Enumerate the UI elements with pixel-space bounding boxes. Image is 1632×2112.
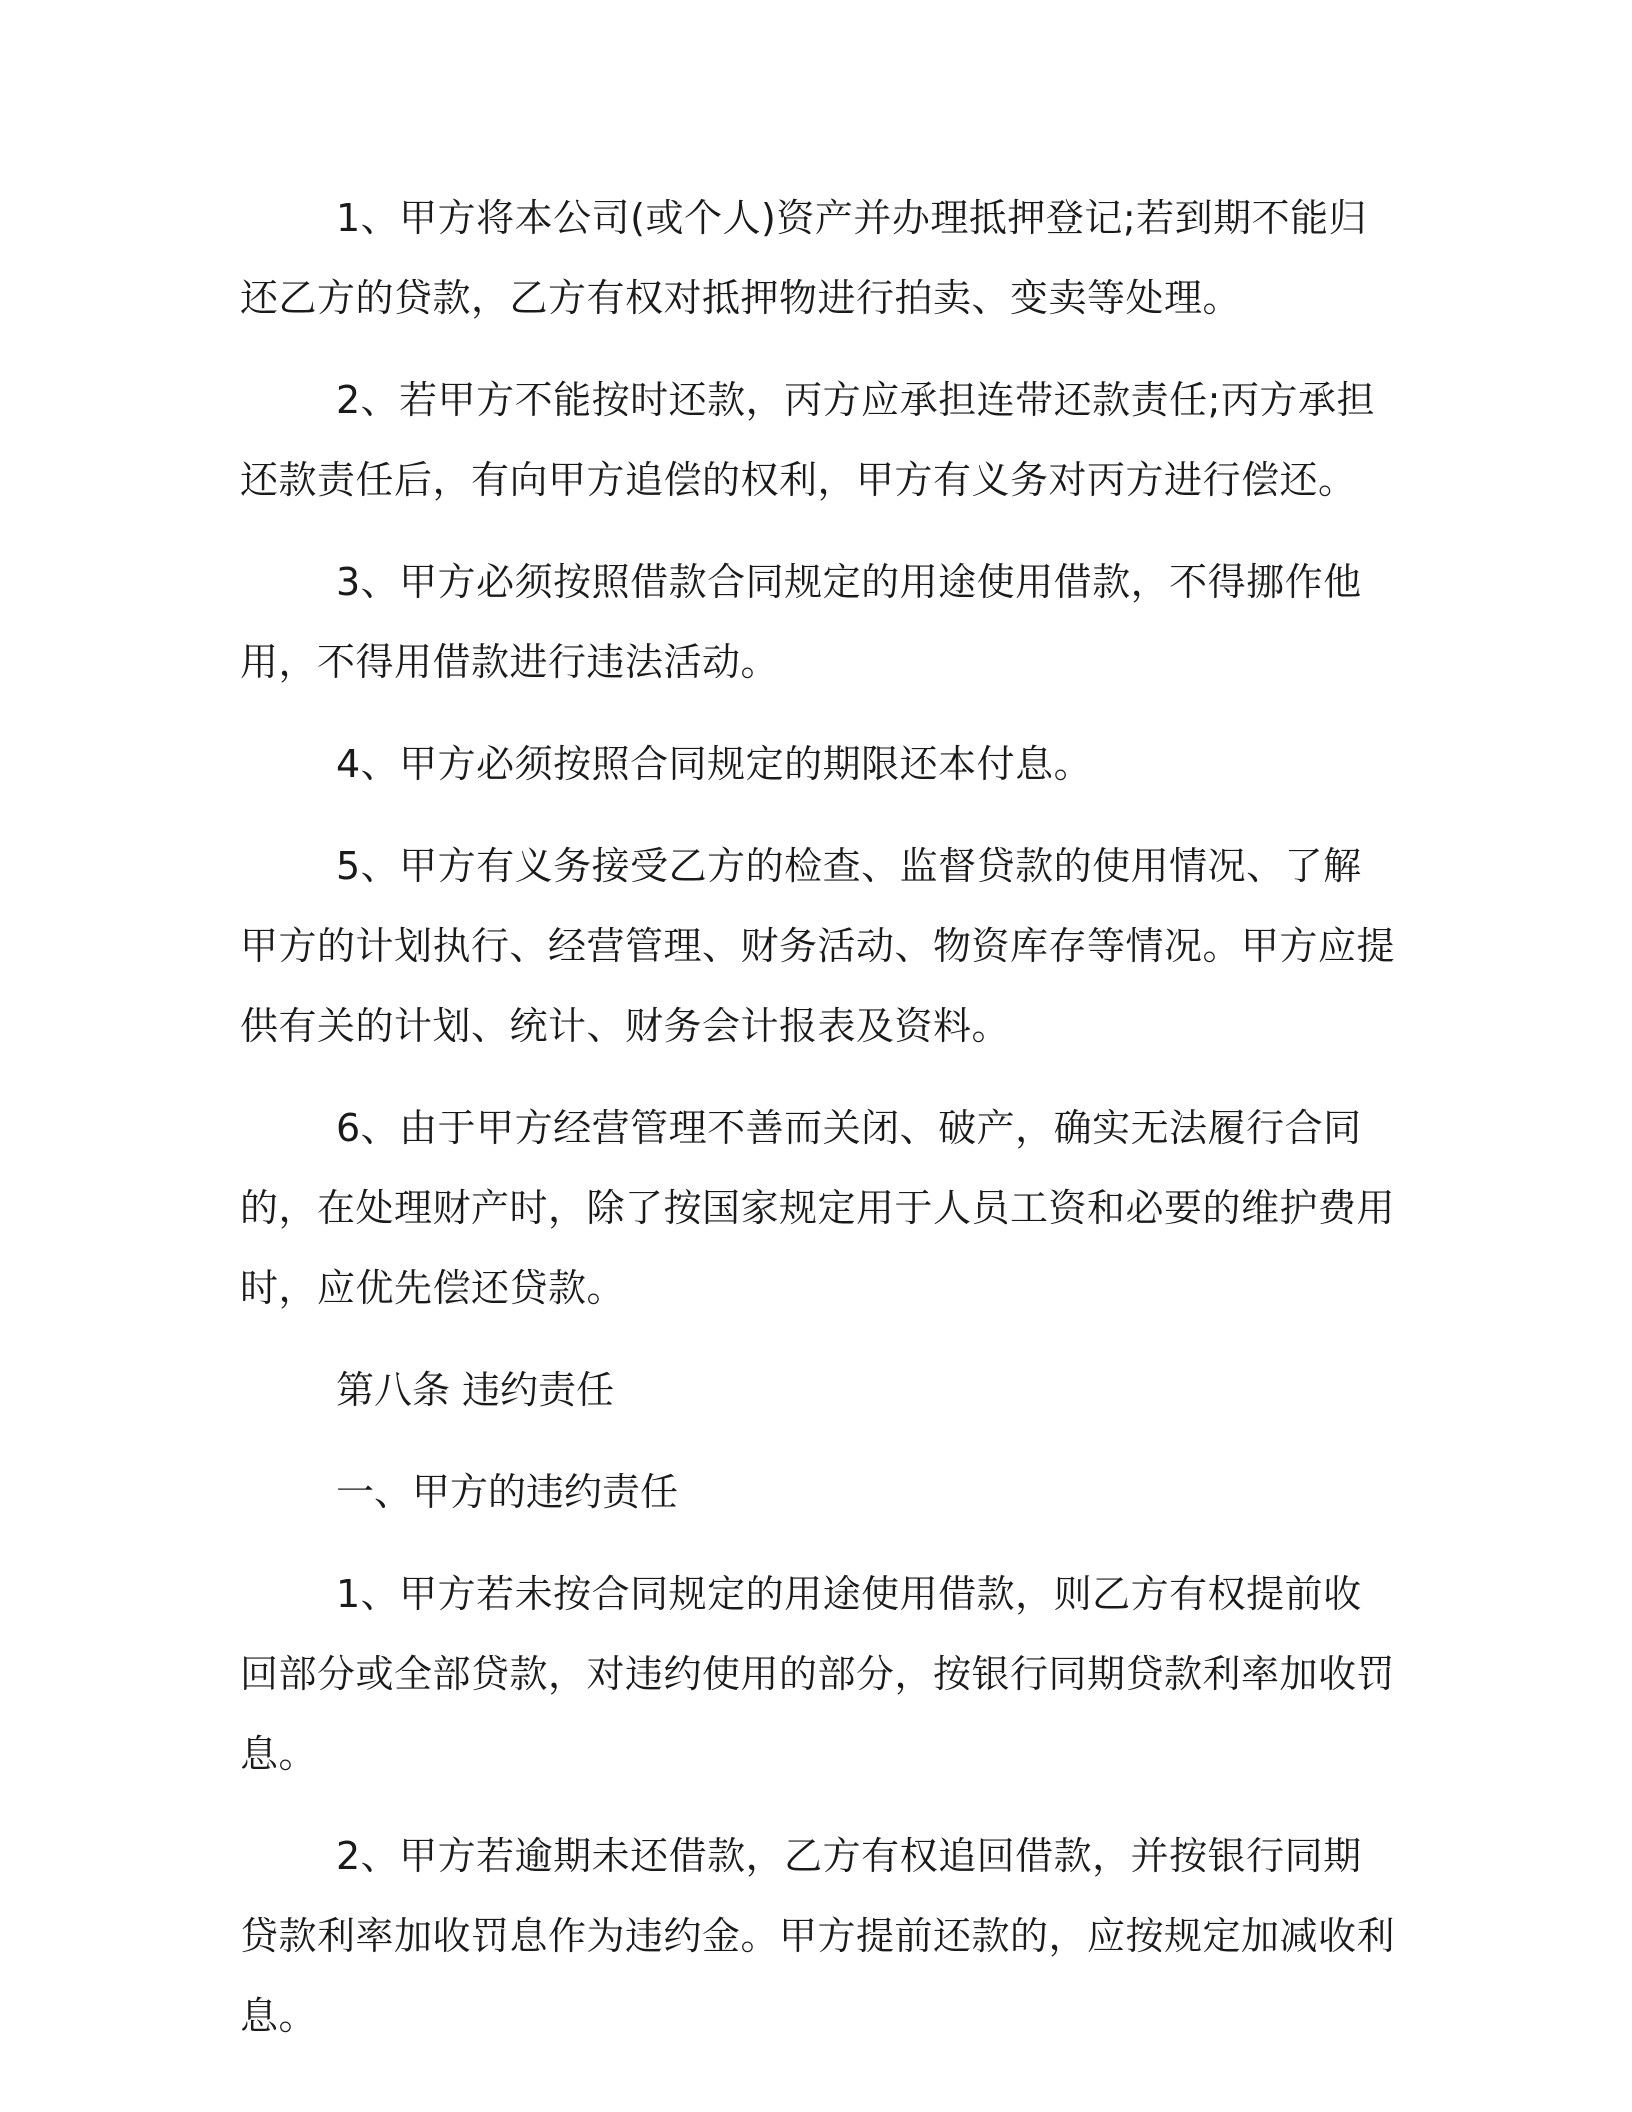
- subsection-heading-party-a: 一、甲方的违约责任: [336, 1470, 679, 1514]
- document-body: [240, 178, 1400, 2056]
- paragraph-clause-4: 4、甲方必须按照合同规定的期限还本付息。: [336, 742, 1093, 786]
- paragraph-clause-3: 3、甲方必须按照借款合同规定的用途使用借款，不得挪作他用，不得用借款进行违法活动。: [240, 560, 1362, 684]
- paragraph-clause-1: 1、甲方将本公司(或个人)资产并办理抵押登记;若到期不能归还乙方的贷款，乙方有权对抵押物进行拍卖、变卖等处理。: [240, 196, 1368, 320]
- paragraph-clause-6: 6、由于甲方经营管理不善而关闭、破产，确实无法履行合同的，在处理财产时，除了按国家规定用于人员工资和必要的维护费用时，应优先偿还贷款。: [240, 1106, 1396, 1310]
- paragraph-breach-1: 1、甲方若未按合同规定的用途使用借款，则乙方有权提前收回部分或全部贷款，对违约使用的部分，按银行同期贷款利率加收罚息。: [240, 1572, 1396, 1776]
- paragraph-breach-2: 2、甲方若逾期未还借款，乙方有权追回借款，并按银行同期贷款利率加收罚息作为违约金。甲方提前还款的，应按规定加减收利息。: [240, 1834, 1396, 2038]
- paragraph-clause-5: 5、甲方有义务接受乙方的检查、监督贷款的使用情况、了解甲方的计划执行、经营管理、财务活动、物资库存等情况。甲方应提供有关的计划、统计、财务会计报表及资料。: [240, 844, 1396, 1048]
- paragraph-clause-2: 2、若甲方不能按时还款，丙方应承担连带还款责任;丙方承担还款责任后，有向甲方追偿的权利，甲方有义务对丙方进行偿还。: [240, 378, 1375, 502]
- section-heading-article-8: 第八条 违约责任: [336, 1368, 615, 1412]
